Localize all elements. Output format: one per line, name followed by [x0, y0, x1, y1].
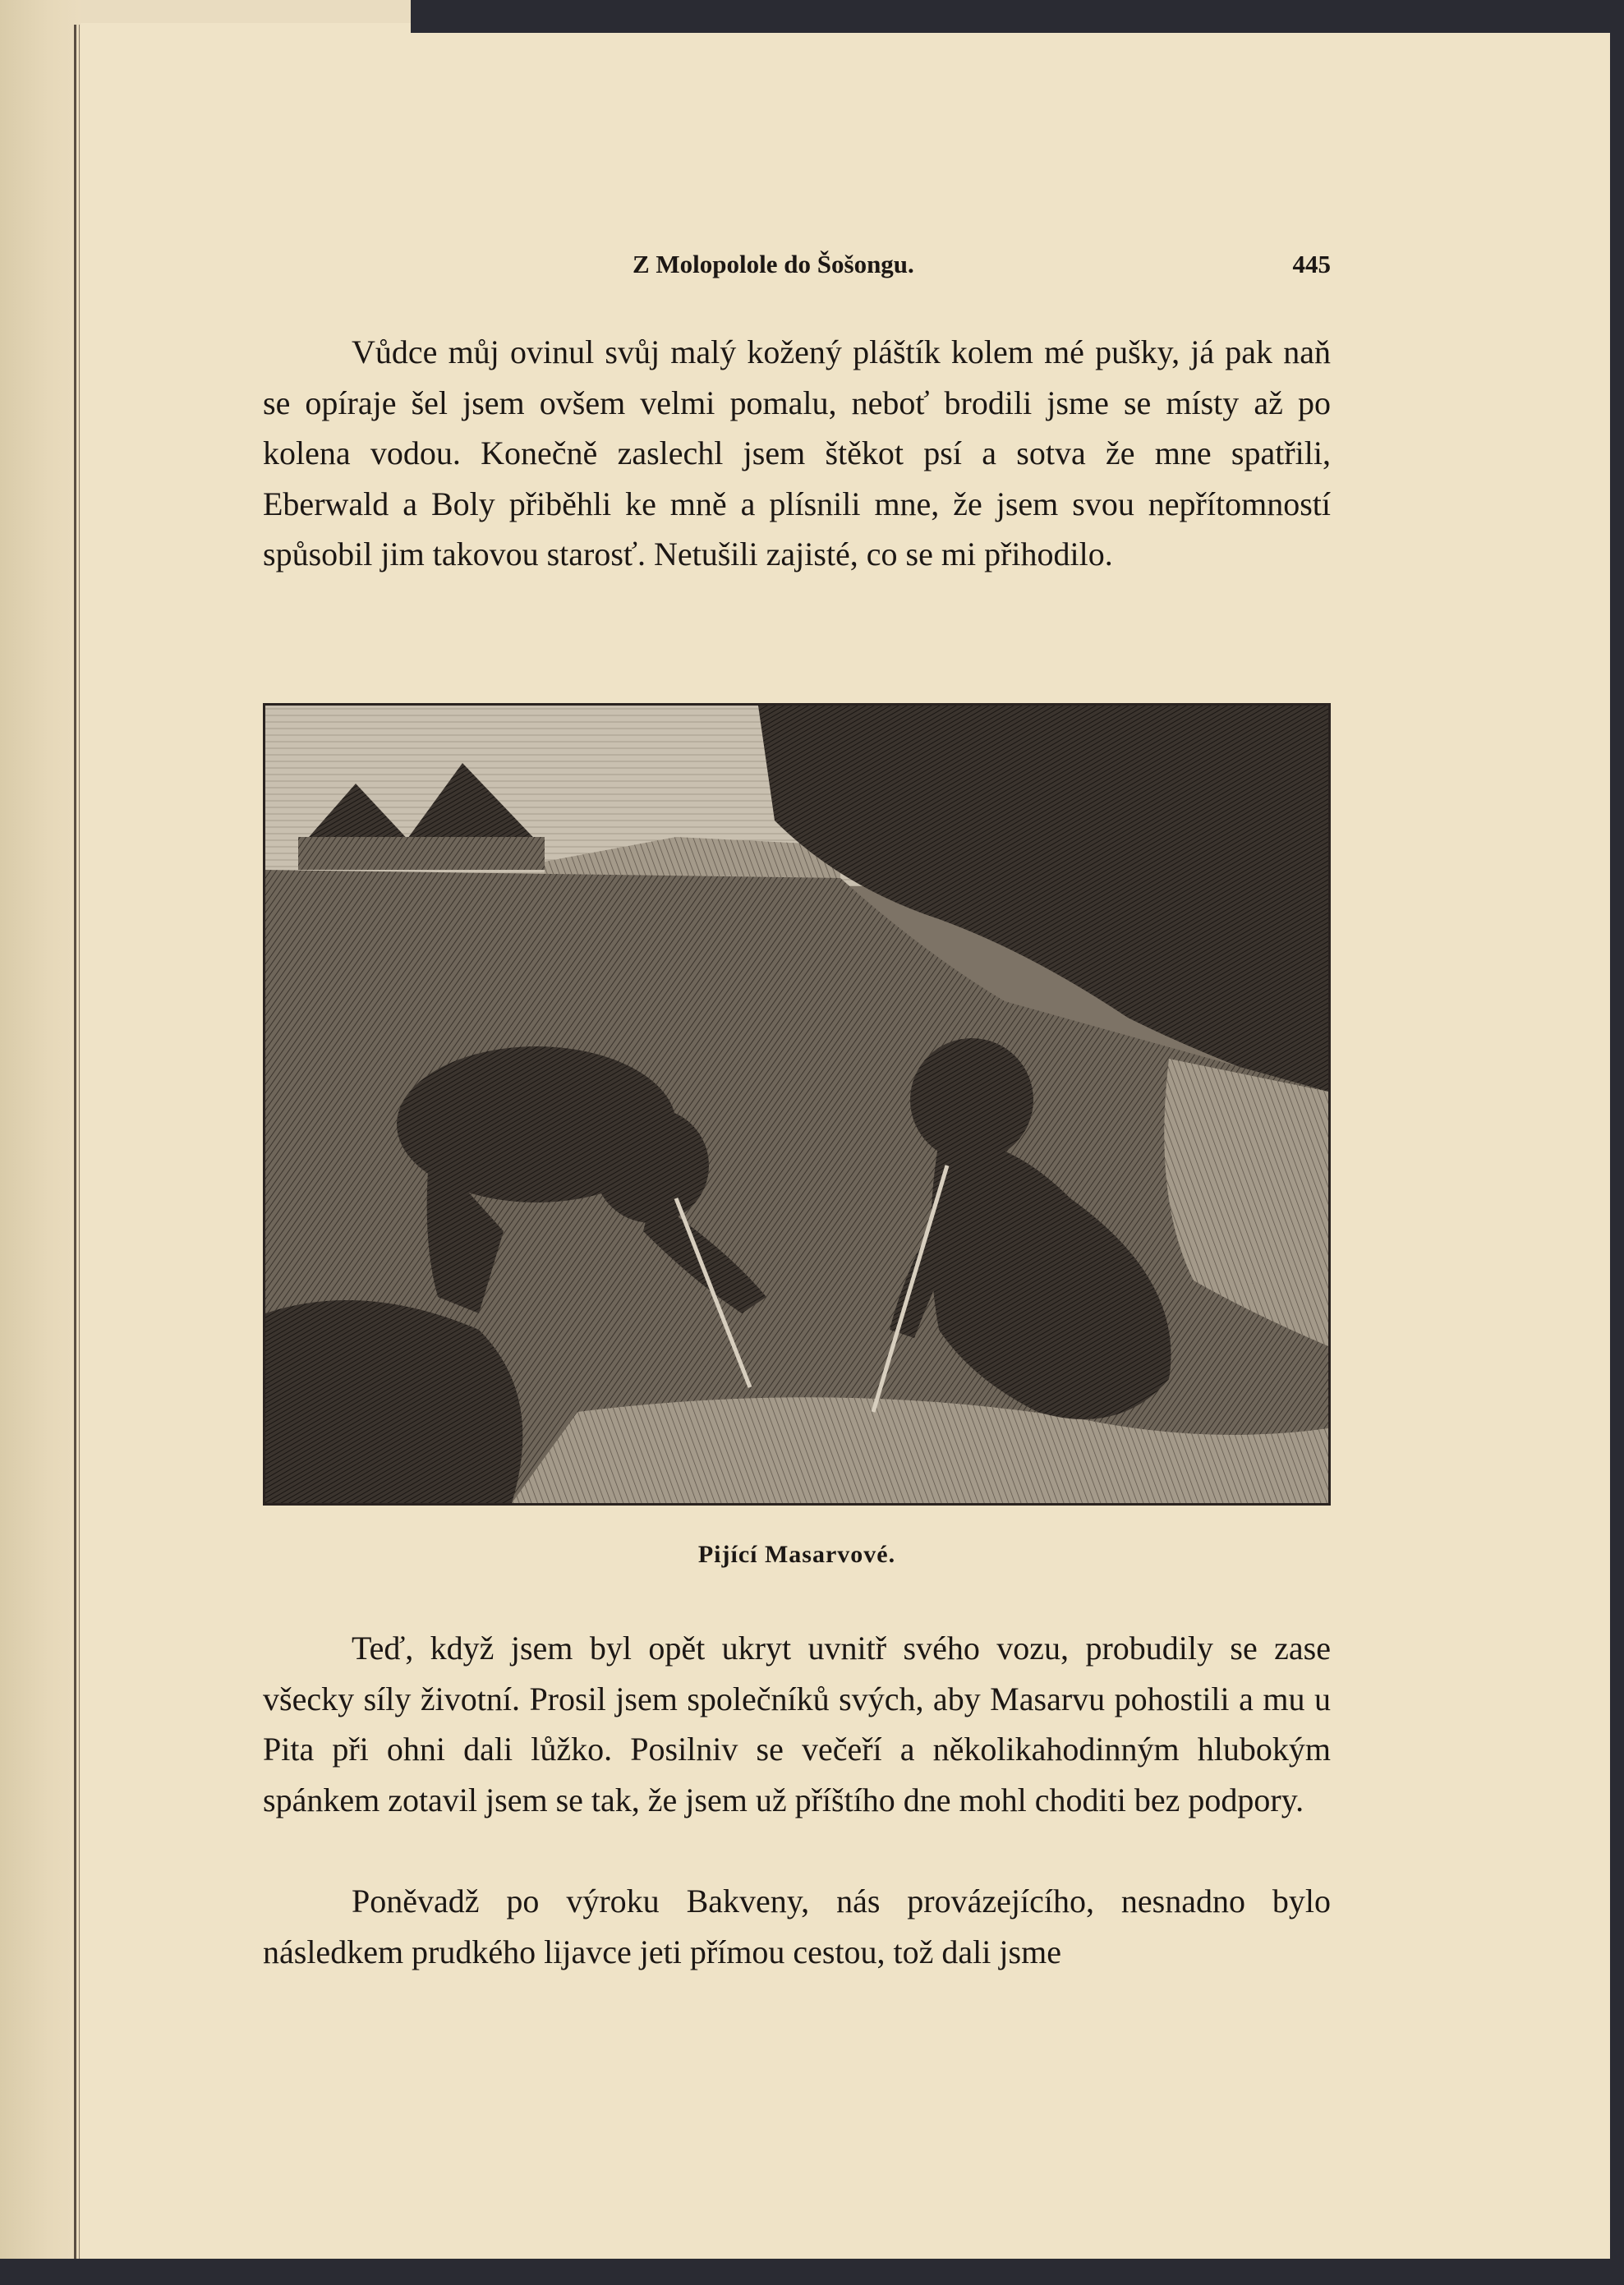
scan-border-right	[1610, 0, 1624, 2285]
paragraph-1: Vůdce můj ovinul svůj malý kožený pláštík kolem mé pušky, já pak naň se opíraje šel jsem ovšem velmi pomalu, neboť brodili jsme se místy až po kolena vodou. Konečně zaslechl jsem štěkot psí a sotva že mne spatřili, Eberwald a Boly přiběhli ke mně a plísnili mne, že jsem svou nepřítomností spůsobil jim takovou starosť. Netušili zajisté, co se mi přihodilo.	[263, 333, 1331, 572]
paragraph-3: Poněvadž po výroku Bakveny, nás provázejícího, nesnadno bylo následkem prudkého lijavce jeti přímou cestou, tož dali jsme	[263, 1883, 1331, 1970]
running-title: Z Molopolole do Šošongu.	[633, 250, 914, 278]
running-head	[263, 250, 1331, 283]
gutter-line-thin	[79, 25, 80, 2259]
engraving-illustration	[263, 703, 1331, 1506]
page-number: 445	[1292, 250, 1331, 278]
book-gutter	[0, 0, 81, 2285]
scan-border-top	[411, 0, 1624, 33]
gutter-line	[74, 25, 76, 2259]
scan-border-bottom	[0, 2259, 1624, 2285]
paragraph-2: Teď, když jsem byl opět ukryt uvnitř svého vozu, probudily se zase všecky síly životní. Prosil jsem společníků svých, aby Masarvu pohostili a mu u Pita při ohni dali lůžko. Posilniv se večeří a několikahodinným hlubokým spánkem zotavil jsem se tak, že jsem už příštího dne mohl choditi bez podpory.	[263, 1630, 1331, 1818]
engraving-drawing	[265, 706, 1328, 1503]
figure-caption: Pijící Masarvové.	[697, 1541, 896, 1568]
